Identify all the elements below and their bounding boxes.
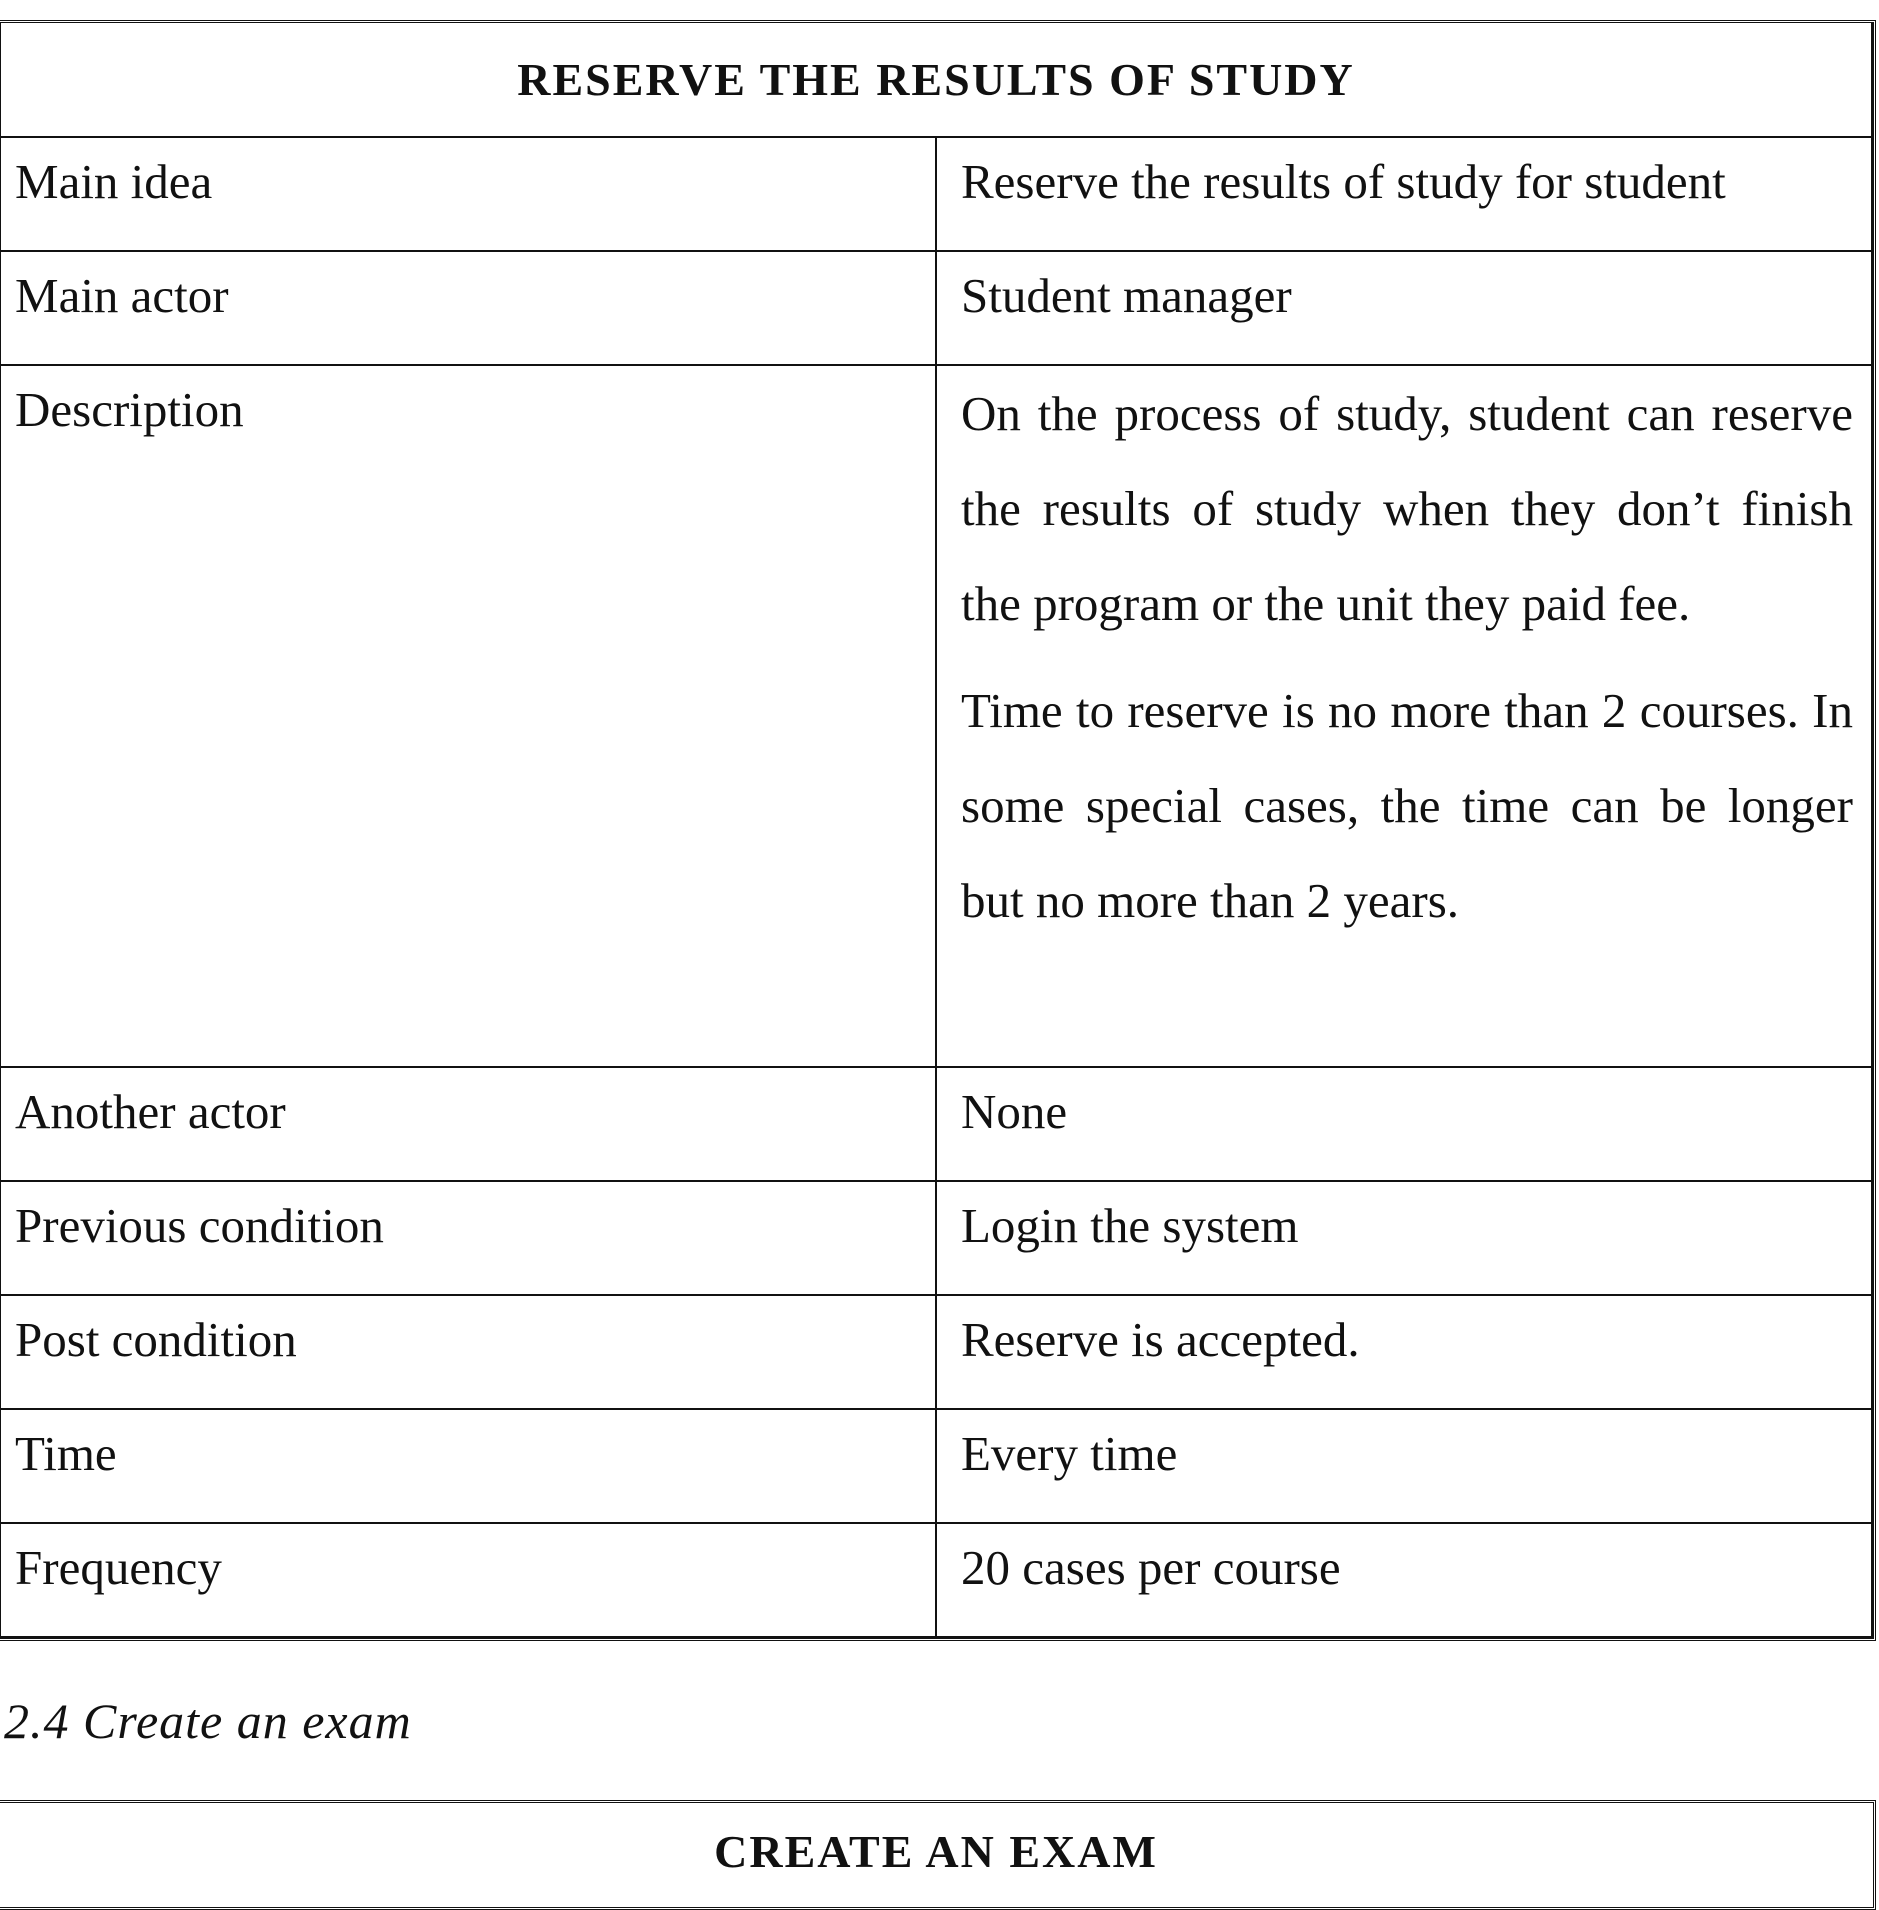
row-label-description: Description [0,365,936,1067]
create-exam-title: CREATE AN EXAM [714,1826,1158,1877]
table-title-row [0,23,1872,137]
row-value-another-actor: None [936,1067,1872,1181]
row-value-description [936,365,1872,1067]
row-label-frequency: Frequency [0,1523,936,1637]
table-row [0,1523,1872,1637]
row-label-previous-condition: Previous condition [0,1181,936,1295]
table-row [0,137,1872,251]
row-label-post-condition: Post condition [0,1295,936,1409]
table-title: RESERVE THE RESULTS OF STUDY [0,23,1872,137]
table-row [0,1295,1872,1409]
row-label-another-actor: Another actor [0,1067,936,1181]
reserve-results-grid [0,23,1873,1638]
description-paragraph-2: Time to reserve is no more than 2 courses. In some special cases, the time can be longer but no more than 2 years. [961,683,1853,928]
description-text [961,366,1853,948]
row-value-time: Every time [936,1409,1872,1523]
table-row [0,1409,1872,1523]
row-value-main-actor: Student manager [936,251,1872,365]
row-value-frequency: 20 cases per course [936,1523,1872,1637]
row-value-post-condition: Reserve is accepted. [936,1295,1872,1409]
table-row [0,1181,1872,1295]
row-value-main-idea: Reserve the results of study for student [936,137,1872,251]
row-label-main-actor: Main actor [0,251,936,365]
table-row [0,1067,1872,1181]
row-value-previous-condition: Login the system [936,1181,1872,1295]
section-heading: 2.4 Create an exam [4,1693,412,1749]
create-exam-table [0,1800,1876,1910]
reserve-results-table [0,20,1876,1641]
table-row [0,365,1872,1067]
row-label-time: Time [0,1409,936,1523]
table-row [0,251,1872,365]
row-label-main-idea: Main idea [0,137,936,251]
description-paragraph-1: On the process of study, student can reserve the results of study when they don’t finish the program or the unit they paid fee. [961,386,1853,631]
